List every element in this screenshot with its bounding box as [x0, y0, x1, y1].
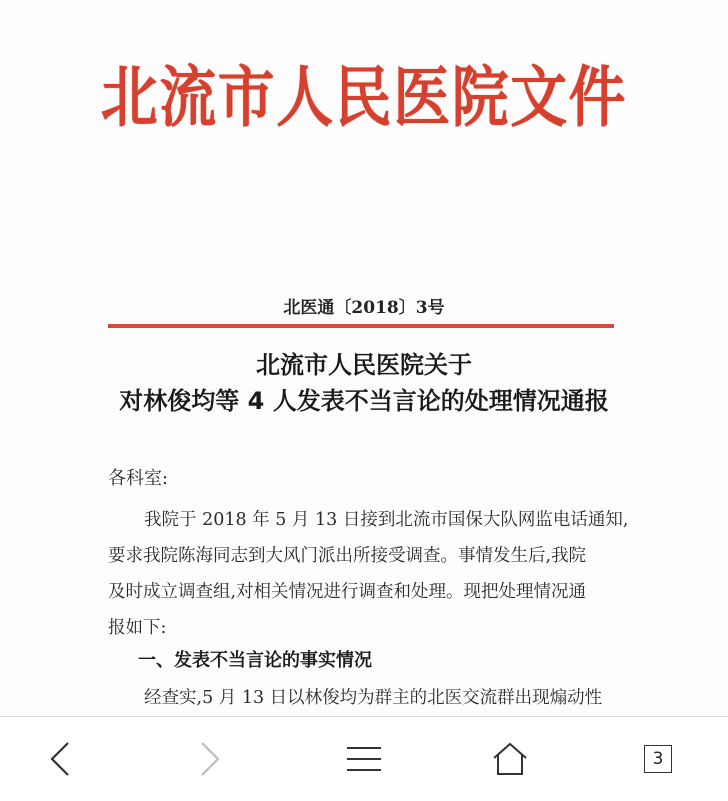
section-1-heading: 一、发表不当言论的事实情况: [138, 650, 372, 671]
home-button[interactable]: [486, 735, 534, 783]
paragraph-1-line-2: 要求我院陈海同志到大风门派出所接受调查。事情发生后,我院: [108, 546, 587, 566]
tab-count-badge: 3: [644, 745, 672, 773]
hamburger-menu-icon: [344, 744, 384, 774]
back-button[interactable]: [36, 735, 84, 783]
menu-button[interactable]: [340, 735, 388, 783]
document-title-line-2: 对林俊均等 4 人发表不当言论的处理情况通报: [119, 387, 609, 415]
chevron-right-icon: [196, 739, 224, 779]
document-header: 北流市人民医院文件: [100, 59, 628, 136]
forward-button[interactable]: [186, 735, 234, 783]
paragraph-1-line-4: 报如下:: [108, 618, 167, 638]
paragraph-1-line-1: 我院于 2018 年 5 月 13 日接到北流市国保大队网监电话通知,: [144, 510, 629, 530]
tabs-button[interactable]: [634, 735, 682, 783]
document-number: 北医通〔2018〕3号: [283, 298, 445, 318]
home-icon: [491, 741, 529, 777]
document-title-line-1: 北流市人民医院关于: [256, 351, 472, 379]
paragraph-1-line-3: 及时成立调查组,对相关情况进行调查和处理。现把处理情况通: [108, 582, 587, 602]
chevron-left-icon: [46, 739, 74, 779]
paragraph-2-line-1: 经查实,5 月 13 日以林俊均为群主的北医交流群出现煽动性: [144, 688, 603, 708]
salutation: 各科室:: [108, 468, 169, 489]
browser-bottom-toolbar: [0, 716, 728, 801]
red-divider-line: [108, 324, 614, 328]
